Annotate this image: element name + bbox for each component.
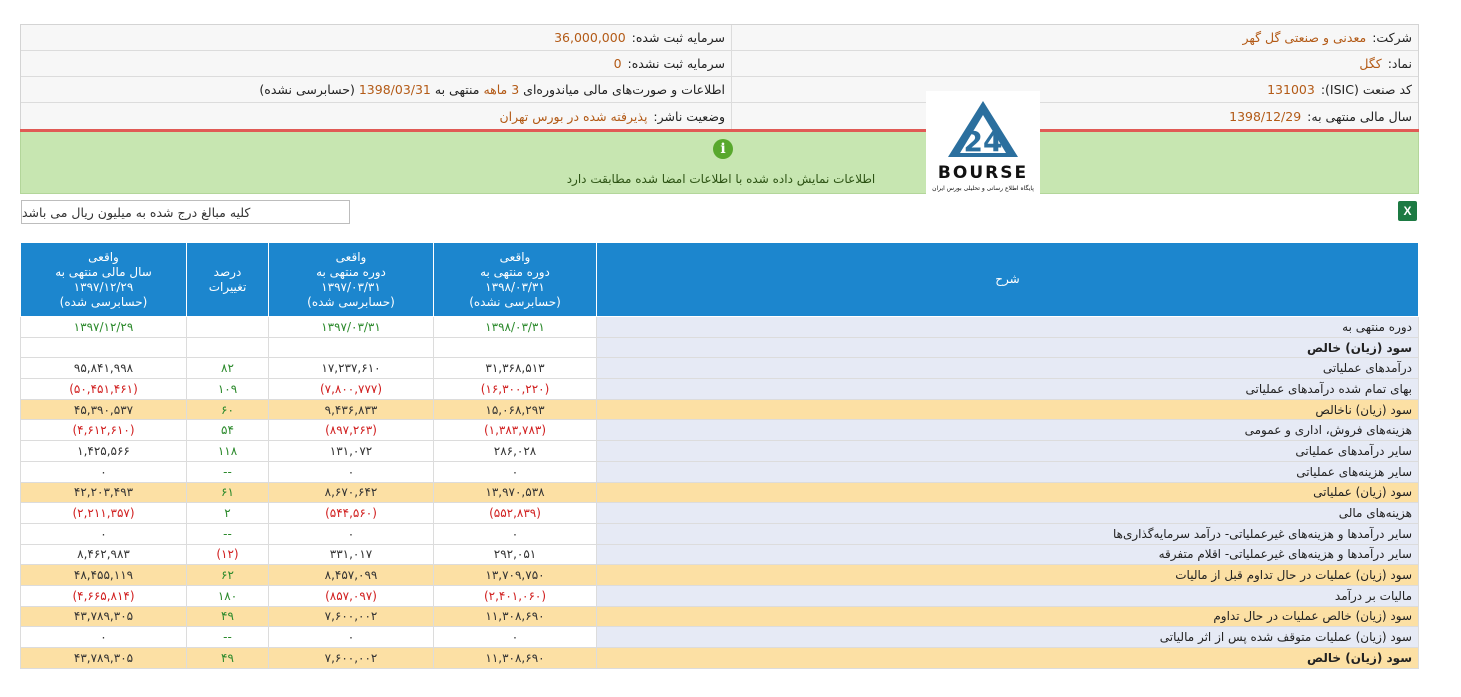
cell-period-1397: (۸۵۷,۰۹۷) [269, 585, 434, 606]
cell-period-1397: ۸,۶۷۰,۶۴۲ [269, 482, 434, 503]
cell-period-1397: (۵۴۴,۵۶۰) [269, 503, 434, 524]
capital-label: سرمایه ثبت شده: [631, 30, 725, 45]
report-title-part-a: اطلاعات و صورت‌های مالی میاندوره‌ای [523, 82, 725, 97]
unregistered-capital-value: 0 [613, 56, 622, 71]
cell-change-percent: ۶۲ [187, 565, 269, 586]
report-period-length: 3 ماهه [483, 82, 520, 97]
table-row [21, 420, 1419, 441]
table-row [21, 379, 1419, 400]
cell-change-percent: -- [187, 523, 269, 544]
isic-label: کد صنعت (ISIC): [1320, 82, 1412, 97]
cell-fiscal-year-1397: ۰ [21, 523, 187, 544]
table-row [21, 648, 1419, 669]
cell-description: سایر درآمدها و هزینه‌های غیرعملیاتی- اقلام متفرقه [597, 544, 1419, 565]
table-row [21, 337, 1419, 358]
cell-fiscal-year-1397: ۹۵,۸۴۱,۹۹۸ [21, 358, 187, 379]
cell-description: سایر درآمدها و هزینه‌های غیرعملیاتی- درآمد سرمایه‌گذاری‌ها [597, 523, 1419, 544]
cell-fiscal-year-1397: ۴۳,۷۸۹,۳۰۵ [21, 648, 187, 669]
cell-fiscal-year-1397: (۲,۲۱۱,۳۵۷) [21, 503, 187, 524]
cell-period-1397: ۹,۴۳۶,۸۳۳ [269, 399, 434, 420]
cell-change-percent: ۴۹ [187, 606, 269, 627]
header-change-percent: درصد تغییرات [187, 243, 269, 317]
unregistered-capital-label: سرمایه ثبت نشده: [627, 56, 725, 71]
company-name: معدنی و صنعتی گل گهر [1242, 30, 1367, 45]
header-period-1397: واقعی دوره منتهی به ۱۳۹۷/۰۳/۳۱ (حسابرسی شده) [269, 243, 434, 317]
cell-period-1398: ۱۱,۳۰۸,۶۹۰ [434, 606, 597, 627]
cell-period-1397: ۸,۴۵۷,۰۹۹ [269, 565, 434, 586]
cell-period-1398: (۲,۴۰۱,۰۶۰) [434, 585, 597, 606]
report-title-part-c: منتهی به [434, 82, 480, 97]
unregistered-capital-cell [21, 51, 732, 76]
company-info-table [20, 24, 1419, 130]
verification-notice [20, 132, 1419, 194]
cell-period-1398: (۱۶,۳۰۰,۲۲۰) [434, 379, 597, 400]
symbol-label: نماد: [1387, 56, 1412, 71]
cell-fiscal-year-1397: ۰ [21, 461, 187, 482]
table-row [21, 441, 1419, 462]
symbol-cell [732, 51, 1418, 76]
symbol-value: کگل [1359, 56, 1382, 71]
logo-mark-digits: 24 [963, 125, 1003, 158]
capital-cell [21, 25, 732, 50]
notice-text: اطلاعات نمایش داده شده با اطلاعات امضا شده مطابقت دارد [566, 172, 876, 186]
cell-change-percent: ۶۰ [187, 399, 269, 420]
header-fiscal-year-1397: واقعی سال مالی منتهی به ۱۳۹۷/۱۲/۲۹ (حسابرسی شده) [21, 243, 187, 317]
cell-description: سود (زیان) عملیاتی [597, 482, 1419, 503]
cell-period-1397: ۰ [269, 627, 434, 648]
cell-description: سود (زیان) عملیات در حال تداوم قبل از مالیات [597, 565, 1419, 586]
cell-period-1397 [269, 337, 434, 358]
cell-change-percent: ۱۰۹ [187, 379, 269, 400]
cell-change-percent: ۴۹ [187, 648, 269, 669]
fiscal-year-value: 1398/12/29 [1229, 108, 1302, 124]
cell-description: دوره منتهی به [597, 317, 1419, 338]
cell-fiscal-year-1397: ۴۵,۳۹۰,۵۳۷ [21, 399, 187, 420]
cell-description: سایر هزینه‌های عملیاتی [597, 461, 1419, 482]
cell-period-1398: (۱,۳۸۳,۷۸۳) [434, 420, 597, 441]
report-title-cell [21, 77, 732, 102]
capital-value: 36,000,000 [554, 30, 626, 45]
cell-period-1398 [434, 337, 597, 358]
cell-change-percent: ۲ [187, 503, 269, 524]
cell-description: سود (زیان) عملیات متوقف شده پس از اثر مالیاتی [597, 627, 1419, 648]
cell-change-percent: (۱۲) [187, 544, 269, 565]
cell-change-percent: ۶۱ [187, 482, 269, 503]
cell-fiscal-year-1397 [21, 337, 187, 358]
table-row [21, 606, 1419, 627]
report-title [259, 82, 725, 97]
fiscal-year-label: سال مالی منتهی به: [1307, 108, 1412, 124]
cell-description: هزینه‌های مالی [597, 503, 1419, 524]
logo-subtitle: پایگاه اطلاع رسانی و تحلیلی بورس ایران [932, 185, 1034, 192]
table-header-row [21, 243, 1419, 317]
cell-period-1397: ۱۳۹۷/۰۳/۳۱ [269, 317, 434, 338]
table-row [21, 627, 1419, 648]
table-row [21, 585, 1419, 606]
table-row [21, 358, 1419, 379]
cell-description: مالیات بر درآمد [597, 585, 1419, 606]
logo-mark [926, 91, 1040, 163]
header-period-1398: واقعی دوره منتهی به ۱۳۹۸/۰۳/۳۱ (حسابرسی نشده) [434, 243, 597, 317]
cell-period-1398: (۵۵۲,۸۳۹) [434, 503, 597, 524]
publisher-status-cell [21, 103, 732, 129]
cell-fiscal-year-1397: ۱,۴۲۵,۵۶۶ [21, 441, 187, 462]
cell-change-percent: -- [187, 461, 269, 482]
table-row [21, 399, 1419, 420]
cell-description: سود (زیان) خالص عملیات در حال تداوم [597, 606, 1419, 627]
table-row [21, 503, 1419, 524]
cell-period-1398: ۱۱,۳۰۸,۶۹۰ [434, 648, 597, 669]
cell-fiscal-year-1397: (۵۰,۴۵۱,۴۶۱) [21, 379, 187, 400]
excel-icon[interactable]: X [1398, 201, 1417, 221]
isic-cell [732, 77, 1418, 102]
cell-fiscal-year-1397: ۰ [21, 627, 187, 648]
cell-period-1397: ۱۷,۲۳۷,۶۱۰ [269, 358, 434, 379]
cell-description: درآمدهای عملیاتی [597, 358, 1419, 379]
cell-period-1397: ۰ [269, 461, 434, 482]
cell-change-percent: ۵۴ [187, 420, 269, 441]
info-row-company [21, 25, 1418, 51]
fiscal-year-cell [732, 103, 1418, 129]
cell-description: بهای تمام شده درآمدهای عملیاتی [597, 379, 1419, 400]
table-row [21, 317, 1419, 338]
cell-description: سایر درآمدهای عملیاتی [597, 441, 1419, 462]
cell-description: سود (زیان) ناخالص [597, 399, 1419, 420]
info-row-symbol [21, 51, 1418, 77]
table-row [21, 565, 1419, 586]
publisher-status-value: پذیرفته شده در بورس تهران [499, 108, 648, 124]
cell-period-1398: ۰ [434, 461, 597, 482]
table-body [21, 317, 1419, 669]
cell-change-percent: ۸۲ [187, 358, 269, 379]
cell-period-1398: ۲۹۲,۰۵۱ [434, 544, 597, 565]
company-label: شرکت: [1372, 30, 1412, 45]
bourse24-logo [926, 91, 1040, 198]
cell-period-1398: ۱۵,۰۶۸,۲۹۳ [434, 399, 597, 420]
company-name-cell [732, 25, 1418, 50]
cell-period-1397: ۷,۶۰۰,۰۰۲ [269, 648, 434, 669]
info-row-fiscal [21, 103, 1418, 129]
cell-change-percent: -- [187, 627, 269, 648]
cell-period-1397: ۱۳۱,۰۷۲ [269, 441, 434, 462]
cell-fiscal-year-1397: ۴۲,۲۰۳,۴۹۳ [21, 482, 187, 503]
cell-period-1397: ۷,۶۰۰,۰۰۲ [269, 606, 434, 627]
cell-fiscal-year-1397: ۴۸,۴۵۵,۱۱۹ [21, 565, 187, 586]
info-icon: i [713, 139, 733, 159]
info-row-isic [21, 77, 1418, 103]
cell-description: سود (زیان) خالص [597, 337, 1419, 358]
cell-period-1398: ۰ [434, 627, 597, 648]
cell-period-1397: ۰ [269, 523, 434, 544]
cell-period-1397: (۷,۸۰۰,۷۷۷) [269, 379, 434, 400]
cell-period-1398: ۲۸۶,۰۲۸ [434, 441, 597, 462]
currency-unit-note: کلیه مبالغ درج شده به میلیون ریال می باشد [21, 200, 350, 224]
cell-fiscal-year-1397: ۸,۴۶۲,۹۸۳ [21, 544, 187, 565]
cell-period-1398: ۱۳۹۸/۰۳/۳۱ [434, 317, 597, 338]
table-row [21, 461, 1419, 482]
cell-change-percent [187, 337, 269, 358]
cell-fiscal-year-1397: (۴,۶۱۲,۶۱۰) [21, 420, 187, 441]
table-row [21, 482, 1419, 503]
publisher-status-label: وضعیت ناشر: [653, 108, 725, 124]
table-row [21, 544, 1419, 565]
cell-description: سود (زیان) خالص [597, 648, 1419, 669]
report-period-date: 1398/03/31 [358, 82, 431, 97]
cell-period-1397: (۸۹۷,۲۶۳) [269, 420, 434, 441]
cell-change-percent: ۱۱۸ [187, 441, 269, 462]
income-statement-table [20, 242, 1419, 669]
cell-period-1398: ۱۳,۷۰۹,۷۵۰ [434, 565, 597, 586]
cell-change-percent [187, 317, 269, 338]
cell-period-1398: ۳۱,۳۶۸,۵۱۳ [434, 358, 597, 379]
cell-change-percent: ۱۸۰ [187, 585, 269, 606]
report-audit-status: (حسابرسی نشده) [259, 82, 355, 97]
cell-description: هزینه‌های فروش، اداری و عمومی [597, 420, 1419, 441]
cell-fiscal-year-1397: ۴۳,۷۸۹,۳۰۵ [21, 606, 187, 627]
table-row [21, 523, 1419, 544]
isic-value: 131003 [1267, 82, 1315, 97]
logo-text: BOURSE [937, 163, 1029, 183]
cell-period-1398: ۰ [434, 523, 597, 544]
cell-fiscal-year-1397: ۱۳۹۷/۱۲/۲۹ [21, 317, 187, 338]
cell-fiscal-year-1397: (۴,۶۶۵,۸۱۴) [21, 585, 187, 606]
cell-period-1397: ۳۳۱,۰۱۷ [269, 544, 434, 565]
header-description: شرح [597, 243, 1419, 317]
cell-period-1398: ۱۳,۹۷۰,۵۳۸ [434, 482, 597, 503]
